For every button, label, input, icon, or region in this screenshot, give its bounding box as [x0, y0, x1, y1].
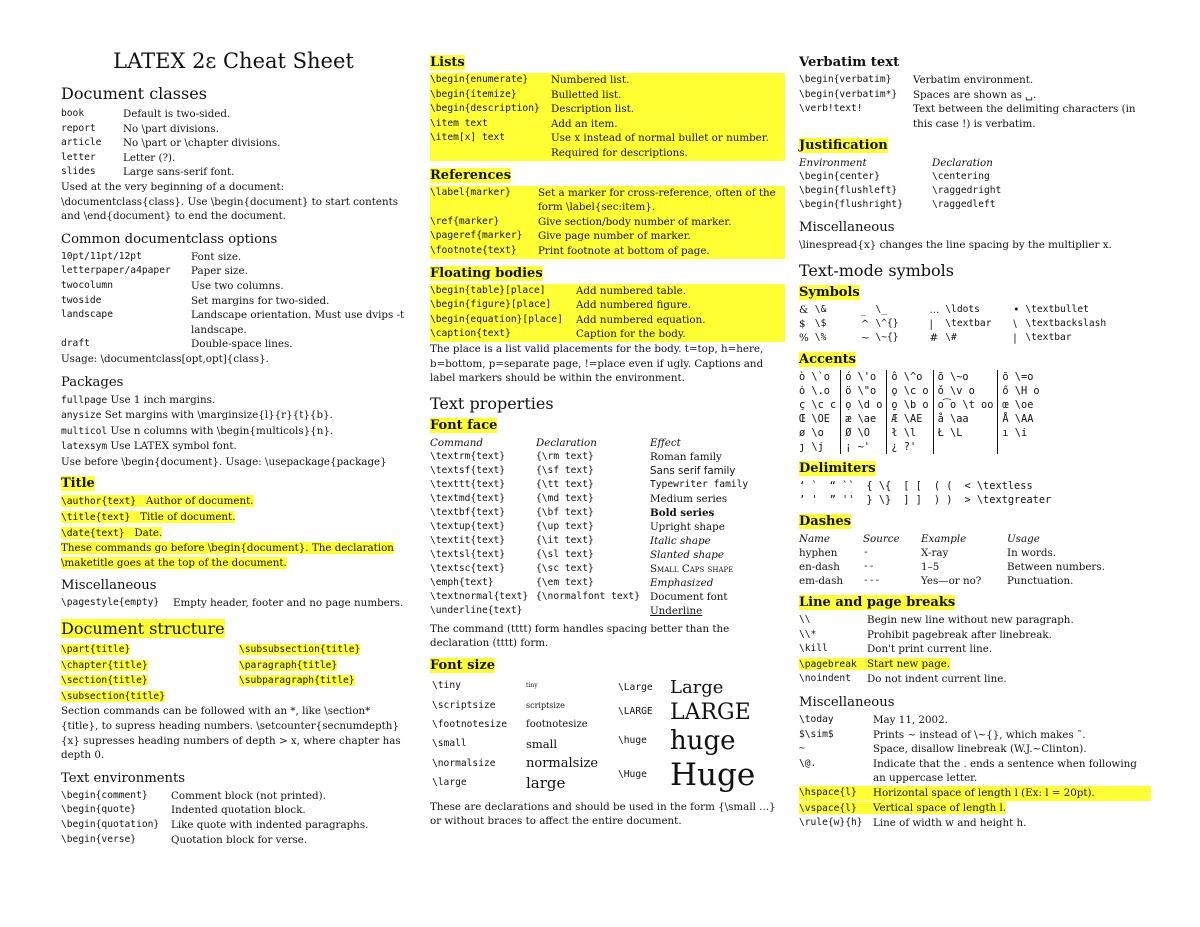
- float-heading: Floating bodies: [430, 265, 543, 281]
- options-list: [61, 250, 406, 352]
- table-row: \emph{text} {\em text} Emphasized: [430, 576, 714, 589]
- table-row: \normalsize normalsize: [432, 755, 599, 771]
- list-item: \footnote{text} Print footnote at bottom of page.: [430, 244, 785, 259]
- list-item: \author{text} Author of document.: [61, 495, 254, 508]
- doc-classes-heading: Document classes: [61, 84, 207, 103]
- table-header: Name Source Example Usage: [799, 532, 1040, 545]
- accents-heading: Accents: [799, 351, 856, 367]
- table-row: em-dash --- Yes—or no? Punctuation.: [799, 574, 1074, 587]
- column-1: [61, 46, 406, 847]
- list-item: \begin{comment} Comment block (not printed).: [61, 789, 326, 802]
- table-row: \textbf{text} {\bf text} Bold series: [430, 506, 715, 519]
- float-note: The place is a list valid placements for the body. t=top, h=here, b=bottom, p=separate page, !=place even if ugly. Captions and label markers should be within the environment.: [430, 342, 764, 385]
- list-item: \part{title}: [61, 644, 131, 656]
- fontface-heading: Font face: [430, 417, 498, 433]
- list-item: \verb!text! Text between the delimiting characters (in this case !) is verbatim.: [799, 103, 1136, 130]
- list-item: ~ Space, disallow linebreak (W.J.~Clinton).: [799, 743, 1087, 756]
- table-row: \Huge Huge: [618, 756, 756, 793]
- table-row: \scriptsize scriptsize: [432, 699, 565, 711]
- misc-heading: Miscellaneous: [61, 578, 157, 594]
- table-row: \textit{text} {\it text} Italic shape: [430, 534, 711, 547]
- options-heading: Common documentclass options: [61, 231, 278, 247]
- list-item: \\ Begin new line without new paragraph.: [799, 613, 1074, 626]
- list-item: \begin{quotation} Like quote with indented paragraphs.: [61, 818, 369, 831]
- table-row: \begin{center} \centering: [799, 171, 990, 183]
- list-item: \chapter{title}: [61, 659, 148, 671]
- column-2: [430, 54, 785, 829]
- list-item: \begin{verbatim*} Spaces are shown as ␣.: [799, 88, 1037, 101]
- list-item: \noindent Do not indent current line.: [799, 673, 1007, 686]
- packages-heading: Packages: [61, 374, 124, 390]
- table-row: \tiny tiny: [432, 680, 538, 692]
- table-row: \Large Large: [618, 676, 724, 698]
- structure-heading: Document structure: [61, 619, 225, 639]
- list-item: \rule{w}{h} Line of width w and height h.: [799, 817, 1027, 830]
- list-item: draft Double-space lines.: [61, 338, 293, 351]
- list-item: book Default is two-sided.: [61, 108, 231, 120]
- list-item: $\sim$ Prints ~ instead of \~{}, which makes ˜.: [799, 728, 1086, 741]
- table-row: \LARGE LARGE: [618, 699, 751, 725]
- table-row: \textrm{text} {\rm text} Roman family: [430, 450, 722, 463]
- list-item: anysize Set margins with \marginsize{l}{r}{t}{b}.: [61, 409, 333, 422]
- tms-heading: Text-mode symbols: [799, 260, 954, 280]
- just-table: [799, 156, 1007, 212]
- table-header: Command Declaration Effect: [430, 436, 681, 449]
- structure-note: Section commands can be followed with an *, like \section*{title}, to supress heading numbers. \setcounter{secnumdepth}{x} supresses heading numbers of depth > x, where chapter has depth 0.: [61, 705, 401, 762]
- fontsize-note: These are declarations and should be used in the form {\small ...} or without braces to affect the entire document.: [430, 800, 776, 828]
- doc-classes-list: [61, 107, 406, 180]
- structure-list: [61, 642, 406, 704]
- list-item: fullpage Use 1 inch margins.: [61, 393, 216, 406]
- misc2-heading: Miscellaneous: [799, 694, 895, 710]
- title-commands: [61, 494, 406, 541]
- table-row: ȷ \j ¡ ~' ¿ ?': [799, 440, 1044, 454]
- table-row: \textnormal{text} {\normalfont text} Document font: [430, 590, 728, 603]
- list-item: slides Large sans-serif font.: [61, 166, 235, 179]
- refs-list: [430, 186, 785, 259]
- table-row: \underline{text} Underline: [430, 604, 703, 617]
- lists-heading: Lists: [430, 55, 465, 70]
- table-row: % \% ~ \~{} # \# | \textbar: [799, 331, 1072, 344]
- list-item: \begin{table}[place] Add numbered table.: [430, 284, 785, 299]
- table-row: \texttt{text} {\tt text} Typewriter family: [430, 478, 749, 490]
- list-item: \label{marker} Set a marker for cross-reference, often of the form \label{sec:item}.: [430, 186, 785, 215]
- list-item: \paragraph{title}: [239, 659, 338, 671]
- options-usage: Usage: \documentclass[opt,opt]{class}.: [61, 352, 269, 365]
- list-item: \vspace{l} Vertical space of length l.: [799, 801, 1007, 814]
- misc2-list: [799, 713, 1151, 831]
- list-item: \begin{enumerate} Numbered list.: [430, 73, 785, 88]
- list-item: \begin{itemize} Bulletted list.: [430, 88, 785, 103]
- list-item: twoside Set margins for two-sided.: [61, 294, 330, 307]
- list-item: multicol Use n columns with \begin{multicols}{n}.: [61, 424, 334, 437]
- table-row: \small small: [432, 737, 558, 752]
- refs-heading: References: [430, 167, 512, 183]
- list-item: \section{title}: [61, 675, 148, 687]
- env-list: [61, 789, 406, 847]
- fontsize-heading: Font size: [430, 657, 496, 673]
- list-item: twocolumn Use two columns.: [61, 279, 284, 292]
- title-note: These commands go before \begin{document}. The declaration \maketitle goes at the top of the document.: [61, 542, 394, 569]
- table-row: ȯ \.o ö \"o ǫ \c o ǒ \v o ő \H o: [799, 384, 1044, 398]
- accents-table: [799, 370, 1044, 454]
- table-row: \begin{flushleft} \raggedright: [799, 185, 1002, 197]
- list-item: article No \part or \chapter divisions.: [61, 137, 281, 150]
- list-item: report No \part divisions.: [61, 122, 219, 135]
- list-item: \kill Don't print current line.: [799, 643, 993, 656]
- symbols-table: [799, 303, 1112, 345]
- list-item: \begin{figure}[place] Add numbered figure.: [430, 298, 785, 313]
- table-row: $ \$ ^ \^{} | \textbar \ \textbackslash: [799, 317, 1107, 330]
- list-item: 10pt/11pt/12pt Font size.: [61, 250, 242, 263]
- table-row: \large large: [432, 773, 566, 792]
- table-header: Environment Declaration: [799, 157, 993, 170]
- list-item: letter Letter (?).: [61, 151, 176, 164]
- table-row: \textup{text} {\up text} Upright shape: [430, 520, 725, 533]
- list-item: latexsym Use LATEX symbol font.: [61, 440, 237, 453]
- table-row: Œ \OE æ \ae Æ \AE å \aa Å \AA: [799, 412, 1044, 426]
- list-item: \today May 11, 2002.: [799, 713, 948, 726]
- title-heading: Title: [61, 476, 95, 492]
- list-item: \begin{verse} Quotation block for verse.: [61, 833, 308, 846]
- list-item: \subsubsection{title}: [239, 644, 361, 656]
- list-item: \begin{equation}[place] Add numbered equation.: [430, 313, 785, 328]
- lines-heading: Line and page breaks: [799, 594, 956, 610]
- list-item: landscape Landscape orientation. Must use dvips -t landscape.: [61, 309, 405, 336]
- table-row: \begin{flushright} \raggedleft: [799, 199, 996, 211]
- table-row: & \& _ \_ ... \ldots • \textbullet: [799, 303, 1089, 316]
- dashes-table: [799, 532, 1111, 588]
- verbatim-heading: Verbatim text: [799, 55, 900, 70]
- table-row: \textsc{text} {\sc text} Small Caps shape: [430, 562, 734, 575]
- verbatim-list: [799, 73, 1151, 131]
- page-title: LATEX 2ε Cheat Sheet: [113, 49, 354, 73]
- table-row: \huge huge: [618, 725, 736, 756]
- env-heading: Text environments: [61, 770, 186, 786]
- table-row: \textsf{text} {\sf text} Sans serif family: [430, 464, 736, 477]
- misc1-note: \linespread{x} changes the line spacing by the multiplier x.: [799, 239, 1112, 252]
- just-heading: Justification: [799, 138, 888, 154]
- dashes-heading: Dashes: [799, 513, 852, 529]
- packages-list: [61, 393, 406, 455]
- list-item: \pagestyle{empty} Empty header, footer and no page numbers.: [61, 597, 404, 610]
- list-item: \title{text} Title of document.: [61, 511, 236, 524]
- list-item: \hspace{l} Horizontal space of length l (Ex: l = 20pt).: [799, 786, 1151, 801]
- table-row: \textmd{text} {\md text} Medium series: [430, 492, 728, 505]
- list-item: letterpaper/a4paper Paper size.: [61, 265, 248, 278]
- table-row: \footnotesize footnotesize: [432, 718, 588, 730]
- table-row: ø \o Ø \O ł \l Ł \L ı \i: [799, 426, 1044, 440]
- list-item: \@. Indicate that the . ends a sentence when following an uppercase letter.: [799, 757, 1137, 785]
- fontsize-demo: [430, 676, 785, 794]
- list-item: \item text Add an item.: [430, 117, 785, 132]
- delim-heading: Delimiters: [799, 460, 876, 476]
- table-row: en-dash -- 1–5 Between numbers.: [799, 560, 1105, 573]
- doc-classes-note: Used at the very beginning of a document: \documentclass{class}. Use \begin{document} to start contents and \end{document} to end the document.: [61, 180, 399, 223]
- table-row: ç \c c ọ \d o o̱ \b o o͡o \t oo œ \oe: [799, 398, 1044, 412]
- lists-list: [430, 73, 785, 161]
- symbols-heading: Symbols: [799, 284, 860, 300]
- misc1-heading: Miscellaneous: [799, 220, 895, 236]
- fontface-note: The command (tttt) form handles spacing better than the declaration (tttt) form.: [430, 622, 730, 650]
- lines-list: [799, 613, 1151, 687]
- list-item: \date{text} Date.: [61, 526, 163, 539]
- packages-usage: Use before \begin{document}. Usage: \usepackage{package}: [61, 455, 387, 468]
- fontface-table: [430, 436, 754, 618]
- list-item: \pagebreak Start new page.: [799, 657, 951, 670]
- list-item: \begin{quote} Indented quotation block.: [61, 804, 306, 817]
- list-item: \ref{marker} Give section/body number of marker.: [430, 215, 785, 230]
- textprop-heading: Text properties: [430, 393, 554, 413]
- list-item: \begin{verbatim} Verbatim environment.: [799, 74, 1034, 86]
- list-item: \subsection{title}: [61, 690, 165, 702]
- column-3: [799, 54, 1151, 831]
- list-item: \pageref{marker} Give page number of marker.: [430, 229, 785, 244]
- list-item: \begin{description} Description list.: [430, 102, 785, 117]
- table-row: \textsl{text} {\sl text} Slanted shape: [430, 548, 724, 561]
- table-row: ò \`o ó \'o ô \^o õ \~o ō \=o: [799, 370, 1044, 384]
- delim-table: [799, 479, 1057, 507]
- list-item: \item[x] text Use x instead of normal bullet or number. Required for descriptions.: [430, 131, 785, 160]
- list-item: \subparagraph{title}: [239, 675, 355, 687]
- table-row: hyphen - X-ray In words.: [799, 546, 1057, 559]
- float-list: [430, 284, 785, 342]
- table-row: ’ ' ” '' } \} ] ] ) ) > \textgreater: [799, 493, 1052, 506]
- list-item: \\* Prohibit pagebreak after linebreak.: [799, 628, 1052, 641]
- table-row: ‘ ` “ `` { \{ [ [ ( ( < \textless: [799, 479, 1033, 492]
- list-item: \caption{text} Caption for the body.: [430, 327, 785, 342]
